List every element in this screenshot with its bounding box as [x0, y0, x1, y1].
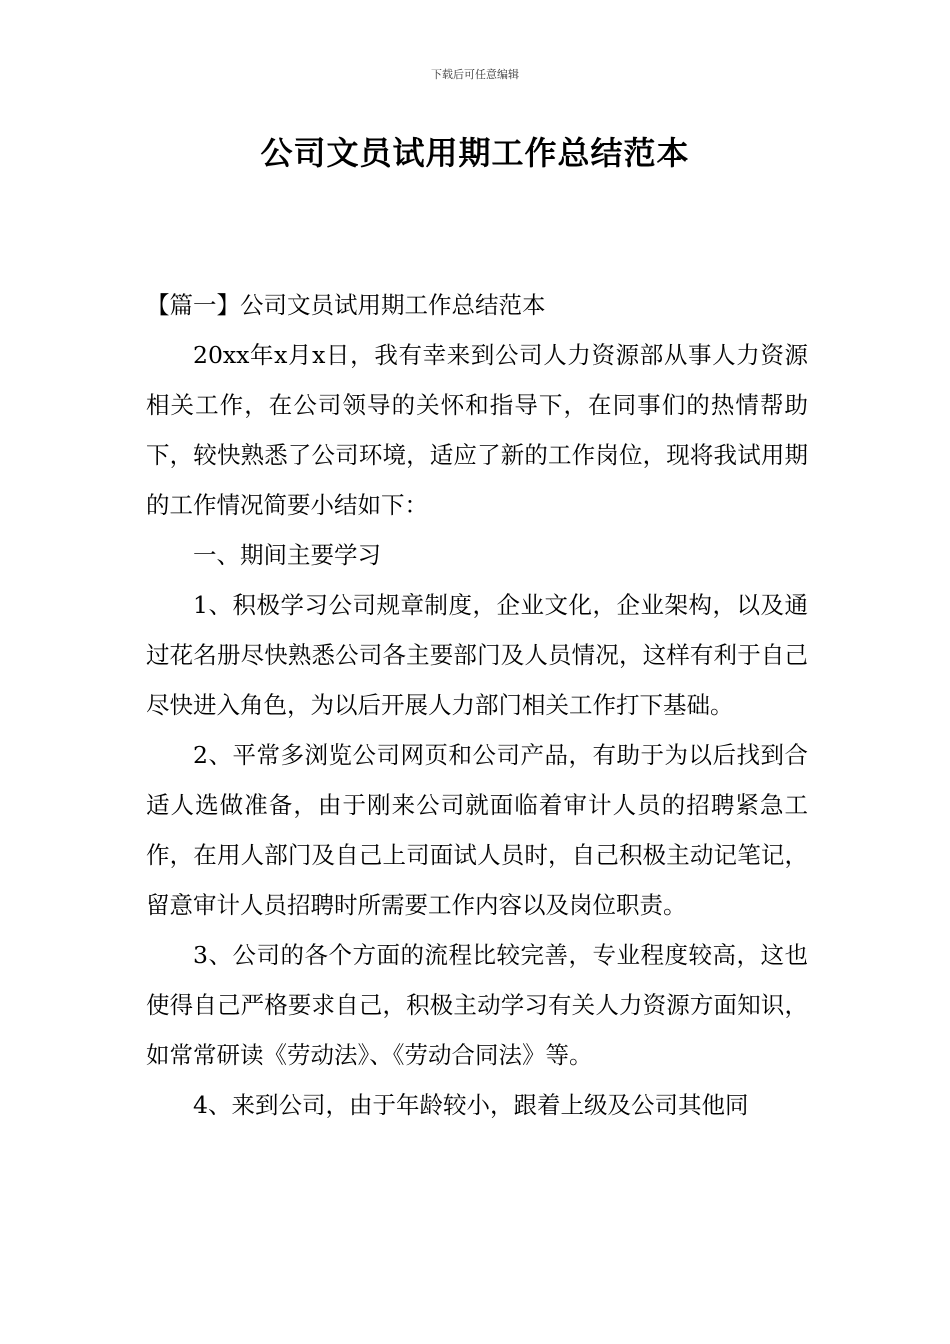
section-heading: 【篇一】公司文员试用期工作总结范本 — [146, 291, 546, 319]
subheading-main-learning: 一、期间主要学习 — [193, 541, 381, 569]
header-note: 下载后可任意编辑 — [431, 68, 519, 81]
paragraph-item-4: 4、来到公司，由于年龄较小，跟着上级及公司其他同 — [193, 1091, 749, 1119]
paragraph-intro: 20xx年x月x日，我有幸来到公司人力资源部从事人力资源相关工作，在公司领导的关怀和指导下，在同事们的热情帮助下，较快熟悉了公司环境，适应了新的工作岗位，现将我试用期的工作情况简要小结如下： — [146, 341, 808, 519]
paragraph-item-1: 1、积极学习公司规章制度，企业文化，企业架构，以及通过花名册尽快熟悉公司各主要部门及人员情况，这样有利于自己尽快进入角色，为以后开展人力部门相关工作打下基础。 — [146, 591, 808, 719]
paragraph-item-3: 3、公司的各个方面的流程比较完善，专业程度较高，这也使得自己严格要求自己，积极主动学习有关人力资源方面知识，如常常研读《劳动法》、《劳动合同法》等。 — [146, 941, 808, 1069]
document-title: 公司文员试用期工作总结范本 — [260, 134, 690, 172]
document-body — [146, 280, 808, 1130]
paragraph-item-2: 2、平常多浏览公司网页和公司产品，有助于为以后找到合适人选做准备，由于刚来公司就面临着审计人员的招聘紧急工作，在用人部门及自己上司面试人员时，自己积极主动记笔记，留意审计人员招聘时所需要工作内容以及岗位职责。 — [146, 741, 808, 919]
